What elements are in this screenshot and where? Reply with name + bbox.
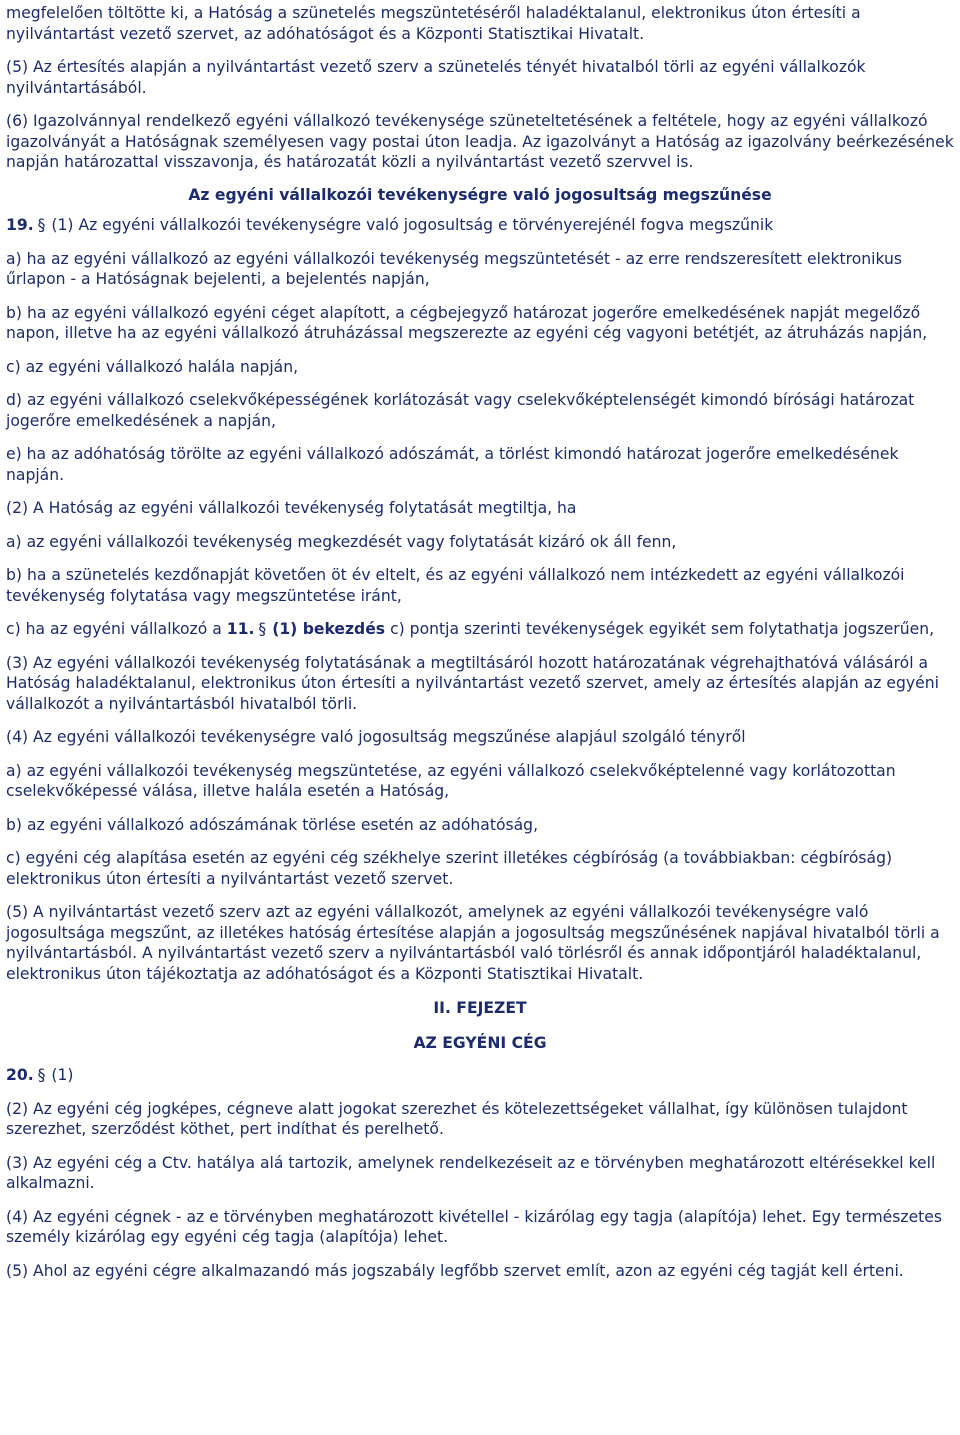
paragraph: (3) Az egyéni cég a Ctv. hatálya alá tartozik, amelynek rendelkezéseit az e törvényben meghatározott eltérésekkel kell alkalmazni. [6, 1153, 936, 1192]
section-number: 19. [6, 216, 34, 234]
paragraph: (5) A nyilvántartást vezető szerv azt az egyéni vállalkozót, amelynek az egyéni vállalkozói tevékenységre való jogosultsága megszűnt, az illetékes hatóság értesítése alapján a jogosultság megszűnésének napjával hivatalból törli a nyilvántartásból. A nyilvántartást vezető szerv a nyilvántartásból való törlésről és annak időpontjáról haladéktalanul, elektronikus úton tájékoztatja az adóhatóságot és a Központi Statisztikai Hivatalt. [6, 903, 940, 983]
chapter-title: AZ EGYÉNI CÉG [413, 1033, 547, 1052]
section-text: (1) Az egyéni vállalkozói tevékenységre való jogosultság e törvényerejénél fogva megszűnik [51, 216, 774, 234]
paragraph: b) ha a szünetelés kezdőnapját követően öt év eltelt, és az egyéni vállalkozó nem intézkedett az egyéni vállalkozói tevékenység folytatása vagy megszüntetése iránt, [6, 566, 905, 605]
paragraph: a) az egyéni vállalkozói tevékenység megkezdését vagy folytatását kizáró ok áll fenn, [6, 532, 677, 551]
paragraph: (5) Az értesítés alapján a nyilvántartást vezető szerv a szünetelés tényét hivatalból törli az egyéni vállalkozók nyilvántartásából. [6, 58, 866, 97]
section-text: (1) [51, 1066, 74, 1084]
paragraph: (2) A Hatóság az egyéni vállalkozói tevékenység folytatását megtiltja, ha [6, 499, 577, 517]
reference-paragraph: (1) bekezdés [272, 620, 386, 638]
paragraph: c) az egyéni vállalkozó halála napján, [6, 357, 299, 376]
paragraph: a) az egyéni vállalkozói tevékenység megszüntetése, az egyéni vállalkozó cselekvőképtelenné vagy korlátozottan cselekvőképessé válása, illetve halála esetén a Hatóság, [6, 761, 896, 800]
paragraph: (6) Igazolvánnyal rendelkező egyéni vállalkozó tevékenysége szüneteltetésének a feltétele, hogy az egyéni vállalkozó igazolványát a Hatóságnak személyesen vagy postai úton leadja. Az igazolványt a Hatóság az igazolvány beérkezésének napján határozattal visszavonja, és határozatát közli a nyilvántartást vezető szervvel is. [6, 112, 954, 171]
section-sign: § [37, 1066, 46, 1084]
section-heading: Az egyéni vállalkozói tevékenységre való jogosultság megszűnése [188, 185, 772, 204]
paragraph: b) ha az egyéni vállalkozó egyéni céget alapított, a cégbejegyző határozat jogerőre emelkedésének napját megelőző napon, illetve ha az egyéni vállalkozó átruházással megszerezte az egyéni cég vagyoni betétjét, az átruházás napján, [6, 303, 928, 342]
section-19-paragraph [6, 215, 954, 236]
paragraph: a) ha az egyéni vállalkozó az egyéni vállalkozói tevékenység megszüntetését - az erre rendszeresített elektronikus űrlapon - a Hatóságnak bejelenti, a bejelentés napján, [6, 249, 903, 288]
section-sign: § [37, 216, 46, 234]
paragraph: (5) Ahol az egyéni cégre alkalmazandó más jogszabály legfőbb szervet említ, azon az egyéni cég tagját kell érteni. [6, 1261, 904, 1280]
reference-section-number: 11. [226, 620, 255, 638]
reference-section-sign: § [258, 620, 267, 638]
text-segment: c) pontja szerinti tevékenységek egyikét sem folytathatja jogszerűen, [390, 620, 935, 638]
text-segment: c) ha az egyéni vállalkozó a [6, 620, 222, 638]
chapter-heading: II. FEJEZET [433, 999, 527, 1017]
paragraph: e) ha az adóhatóság törölte az egyéni vállalkozó adószámát, a törlést kimondó határozat jogerőre emelkedésének napján. [6, 445, 899, 484]
paragraph: (4) Az egyéni vállalkozói tevékenységre való jogosultság megszűnése alapjául szolgáló tényről [6, 728, 746, 746]
paragraph: (2) Az egyéni cég jogképes, cégneve alatt jogokat szerezhet és kötelezettségeket vállalhat, így különösen tulajdont szerezhet, szerződést köthet, pert indíthat és perelhető. [6, 1099, 908, 1138]
paragraph: b) az egyéni vállalkozó adószámának törlése esetén az adóhatóság, [6, 815, 539, 834]
paragraph: megfelelően töltötte ki, a Hatóság a szünetelés megszüntetéséről haladéktalanul, elektronikus úton értesíti a nyilvántartást vezető szervet, az adóhatóságot és a Központi Statisztikai Hivatalt. [6, 4, 861, 43]
paragraph: (4) Az egyéni cégnek - az e törvényben meghatározott kivétellel - kizárólag egy tagja (alapítója) lehet. Egy természetes személy kizárólag egy egyéni cég tagja (alapítója) lehet. [6, 1207, 942, 1246]
paragraph: d) az egyéni vállalkozó cselekvőképességének korlátozását vagy cselekvőképtelenségét kimondó bírósági határozat jogerőre emelkedésének a napján, [6, 391, 915, 430]
section-20-paragraph [6, 1065, 954, 1086]
paragraph: c) egyéni cég alapítása esetén az egyéni cég székhelye szerint illetékes cégbíróság (a továbbiakban: cégbíróság) elektronikus úton értesíti a nyilvántartást vezető szervet. [6, 849, 893, 888]
paragraph-with-reference [6, 619, 954, 640]
paragraph: (3) Az egyéni vállalkozói tevékenység folytatásának a megtiltásáról hozott határozatának végrehajthatóvá válásáról a Hatóság haladéktalanul, elektronikus úton értesíti a nyilvántartást vezető szervet, amely az értesítés alapján az egyéni vállalkozót a nyilvántartásból hivatalból törli. [6, 653, 939, 713]
section-number: 20. [6, 1066, 34, 1084]
